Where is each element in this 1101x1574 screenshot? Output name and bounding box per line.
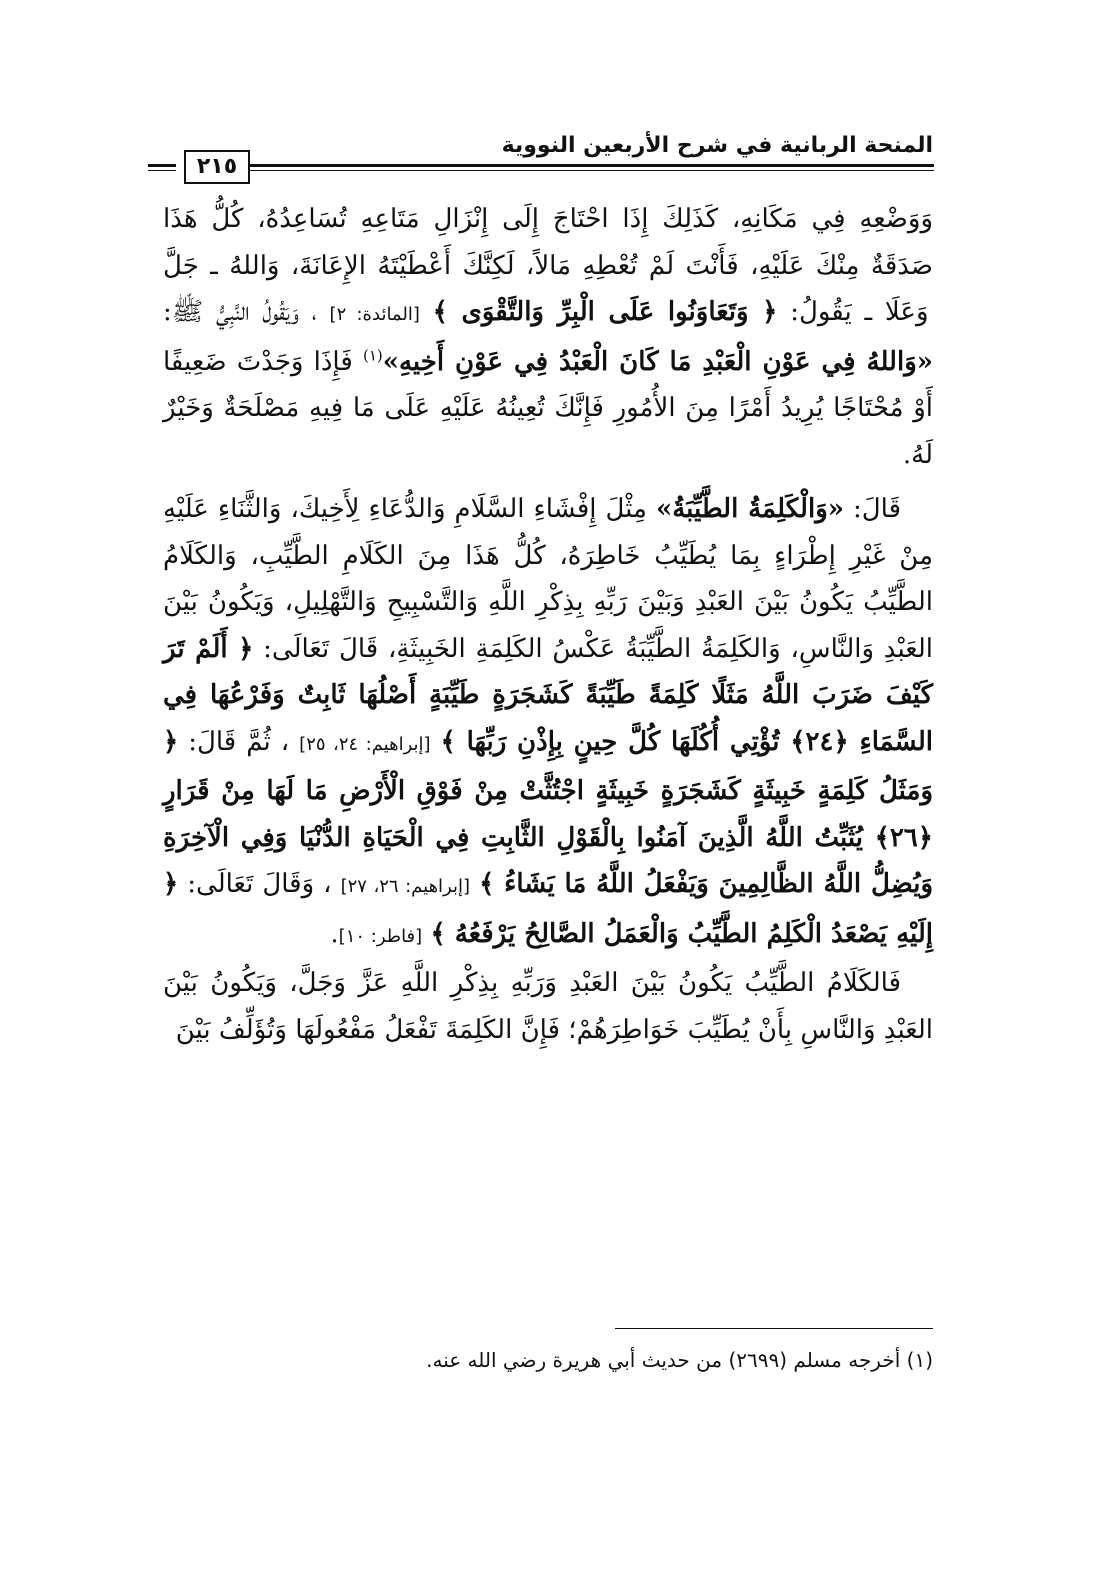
paragraph-2-text-5: . xyxy=(330,918,339,949)
header-rule-end xyxy=(148,164,176,171)
verse-reference: [فاطر: ١٠] xyxy=(338,925,423,947)
paragraph-2-text-2: مِثْلَ إِفْشَاءِ السَّلَامِ وَالدُّعَاءِ لِأَخِيكَ، وَالثَّنَاءِ عَلَيْهِ مِنْ غَيْرِ إِطْرَاءٍ بِمَا يُطَيِّبُ خَاطِرَهُ، كُلُّ هَذَا مِنَ الكَلَامِ الطَّيِّبِ، وَالكَلَامُ الطَّيِّبُ يَكُونُ بَيْنَ العَبْدِ وَبَيْنَ رَبِّهِ بِذِكْرِ اللَّهِ وَالتَّسْبِيحِ وَالتَّهْلِيلِ، وَيَكُونُ بَيْنَ العَبْدِ وَالنَّاسِ، وَالكَلِمَةُ الطَّيِّبَةُ عَكْسُ الكَلِمَةِ الخَبِيثَةِ، قَالَ تَعَالَى: xyxy=(163,494,934,664)
hadith-quote: «وَاللهُ فِي عَوْنِ الْعَبْدِ مَا كَانَ الْعَبْدُ فِي عَوْنِ أَخِيهِ» xyxy=(382,346,933,377)
paragraph-spacer xyxy=(163,478,933,486)
header-rule xyxy=(250,164,934,171)
paragraph-2-text-3: ، ثُمَّ قَالَ: xyxy=(178,726,290,757)
verse-reference: [إبراهيم: ٢٤، ٢٥] xyxy=(299,733,431,755)
paragraph-3: فَالكَلَامُ الطَّيِّبُ يَكُونُ بَيْنَ العَبْدِ وَرَبِّهِ بِذِكْرِ اللَّهِ عَزَّ وَجَلَّ، وَيَكُونُ بَيْنَ العَبْدِ وَالنَّاسِ بِأَنْ يُطَيِّبَ خَوَاطِرَهُمْ؛ فَإِنَّ الكَلِمَةَ تَفْعَلُ مَفْعُولَهَا وَتُؤَلِّفُ بَيْنَ xyxy=(163,968,933,1045)
hadith-quote: «وَالْكَلِمَةُ الطَّيِّبَةُ» xyxy=(655,494,845,524)
paragraph-2-text-1: قَالَ: xyxy=(844,494,902,524)
quran-quote: ﴿ إِلَيْهِ يَصْعَدُ الْكَلِمُ الطَّيِّبُ وَالْعَمَلُ الصَّالِحُ يَرْفَعُهُ ﴾ xyxy=(163,869,933,949)
footnote: (١) أخرجه مسلم (٢٦٩٩) من حديث أبي هريرة رضي الله عنه. xyxy=(426,1348,933,1372)
paragraph-1-text-2: ، وَيَقُولُ النَّبِيُّ ﷺ: xyxy=(163,297,317,327)
quran-quote: ﴿ أَلَمْ تَرَ كَيْفَ ضَرَبَ اللَّهُ مَثَلًا كَلِمَةً طَيِّبَةً كَشَجَرَةٍ طَيِّبَةٍ أَصْلُهَا ثَابِتٌ وَفَرْعُهَا فِي السَّمَاءِ ﴿٢٤﴾ تُؤْتِي أُكُلَهَا كُلَّ حِينٍ بِإِذْنِ رَبِّهَا ﴾ xyxy=(163,633,933,757)
body-text xyxy=(163,196,933,1053)
paragraph-1-text-3: فَإِذَا وَجَدْتَ ضَعِيفًا أَوْ مُحْتَاجًا يُرِيدُ أَمْرًا مِنَ الأُمُورِ فَإِنَّكَ تُعِينُهُ عَلَيْهِ عَلَى مَا فِيهِ مَصْلَحَةٌ وَخَيْرٌ لَهُ. xyxy=(163,346,933,470)
paragraph-2 xyxy=(163,486,933,960)
footnote-marker: (١) xyxy=(362,345,383,364)
paragraph-1-text-1: وَوَضْعِهِ فِي مَكَانِهِ، كَذَلِكَ إِذَا احْتَاجَ إِلَى إِنْزَالِ مَتَاعِهِ تُسَاعِدُهُ، كُلُّ هَذَا صَدَقَةٌ مِنْكَ عَلَيْهِ، فَأَنْتَ لَمْ تُعْطِهِ مَالاً، لَكِنَّكَ أَعْطَيْتَهُ الإِعَانَةَ، وَاللهُ ـ جَلَّ وَعَلَا ـ يَقُولُ: xyxy=(163,204,933,327)
quran-quote: ﴿ وَتَعَاوَنُوا عَلَى الْبِرِّ وَالتَّقْوَى ﴾ xyxy=(432,297,778,327)
footnote-rule xyxy=(615,1328,933,1329)
paragraph-2-text-4: ، وَقَالَ تَعَالَى: xyxy=(178,869,332,899)
page-number: ٢١٥ xyxy=(184,150,250,184)
quran-quote: ﴿ وَمَثَلُ كَلِمَةٍ خَبِيثَةٍ كَشَجَرَةٍ خَبِيثَةٍ اجْتُثَّتْ مِنْ فَوْقِ الْأَرْضِ مَا لَهَا مِنْ قَرَارٍ ﴿٢٦﴾ يُثَبِّتُ اللَّهُ الَّذِينَ آمَنُوا بِالْقَوْلِ الثَّابِتِ فِي الْحَيَاةِ الدُّنْيَا وَفِي الْآخِرَةِ وَيُضِلُّ اللَّهُ الظَّالِمِينَ وَيَفْعَلُ اللَّهُ مَا يَشَاءُ ﴾ xyxy=(163,726,933,899)
verse-reference: [المائدة: ٢] xyxy=(329,304,420,325)
paragraph-1 xyxy=(163,196,933,478)
running-header-title: المنحة الربانية في شرح الأربعين النووية xyxy=(501,133,933,158)
verse-reference: [إبراهيم: ٢٦، ٢٧] xyxy=(340,876,471,897)
